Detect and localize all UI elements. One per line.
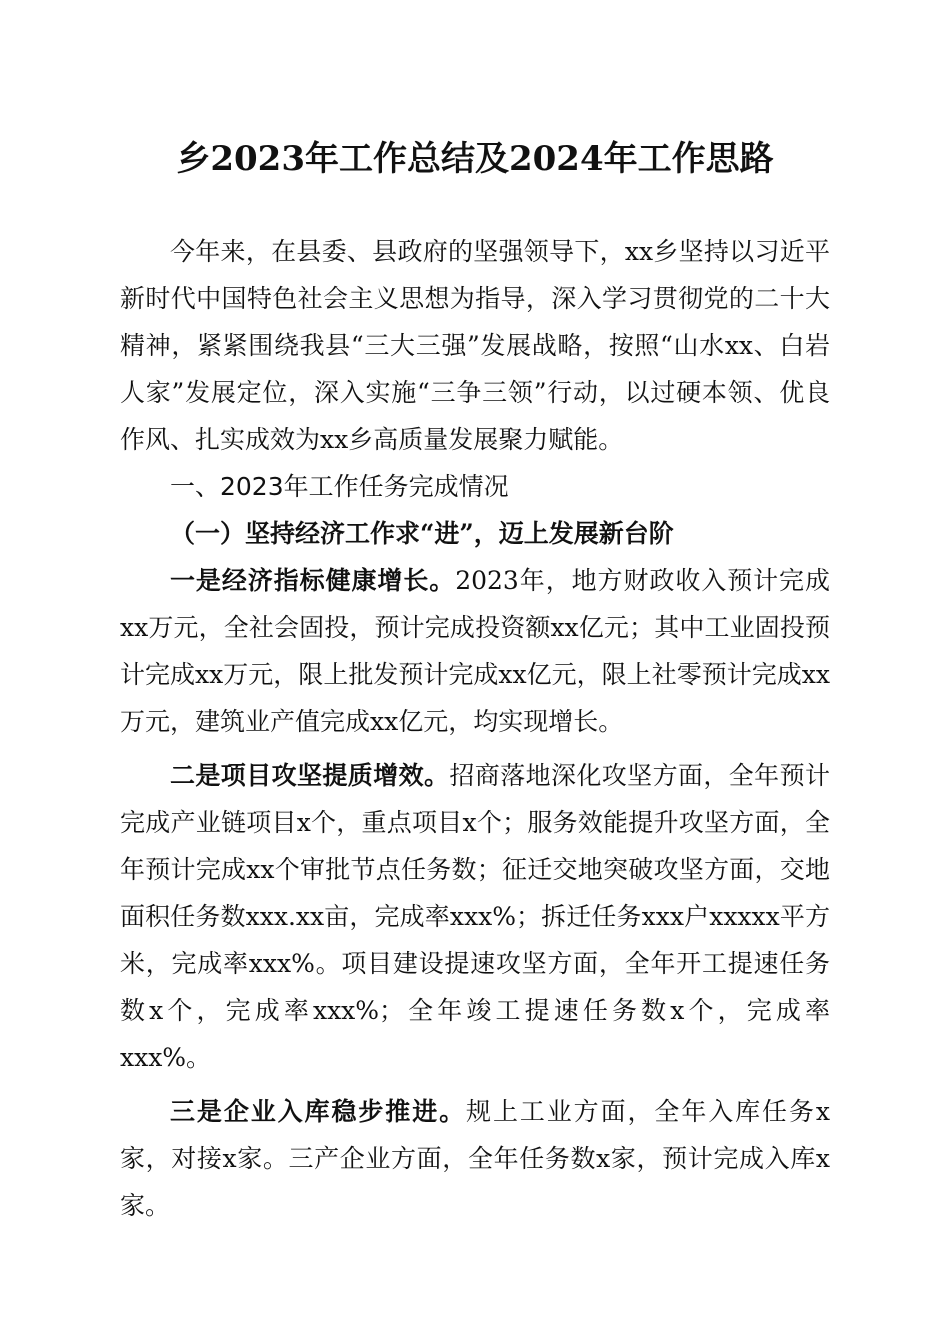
paragraph-lead: 二是项目攻坚提质增效。 xyxy=(170,761,450,790)
paragraph-project-tackling xyxy=(120,752,830,1081)
document-title: 乡2023年工作总结及2024年工作思路 xyxy=(176,139,774,179)
paragraph-lead: 三是企业入库稳步推进。 xyxy=(170,1097,467,1126)
paragraph-lead: 一是经济指标健康增长。 xyxy=(170,566,456,595)
document-body xyxy=(120,228,830,1229)
paragraph-text: 招商落地深化攻坚方面，全年预计完成产业链项目x个，重点项目x个；服务效能提升攻坚方面，全年预计完成xx个审批节点任务数；征迁交地突破攻坚方面，交地面积任务数xxx.xx亩，完成率xxx%；拆迁任务xxx户xxxxx平方米，完成率xxx%。项目建设提速攻坚方面，全年开工提速任务数x个，完成率xxx%；全年竣工提速任务数x个，完成率xxx%。 xyxy=(120,761,830,1072)
intro-paragraph: 今年来，在县委、县政府的坚强领导下，xx乡坚持以习近平新时代中国特色社会主义思想为指导，深入学习贯彻党的二十大精神，紧紧围绕我县“三大三强”发展战略，按照“山水xx、白岩人家”发展定位，深入实施“三争三领”行动，以过硬本领、优良作风、扎实成效为xx乡高质量发展聚力赋能。 xyxy=(120,237,830,454)
subsection-heading: （一）坚持经济工作求“进”，迈上发展新台阶 xyxy=(170,519,674,548)
paragraph-enterprise-registration xyxy=(120,1088,830,1229)
paragraph-text: 2023年，地方财政收入预计完成xx万元，全社会固投，预计完成投资额xx亿元；其中工业固投预计完成xx万元，限上批发预计完成xx亿元，限上社零预计完成xx万元，建筑业产值完成xx亿元，均实现增长。 xyxy=(120,566,830,736)
paragraph-economic-indicators xyxy=(120,557,830,745)
section-heading: 一、2023年工作任务完成情况 xyxy=(170,472,509,501)
paragraph-text: 规上工业方面，全年入库任务x家，对接x家。三产企业方面，全年任务数x家，预计完成入库x家。 xyxy=(120,1097,830,1220)
